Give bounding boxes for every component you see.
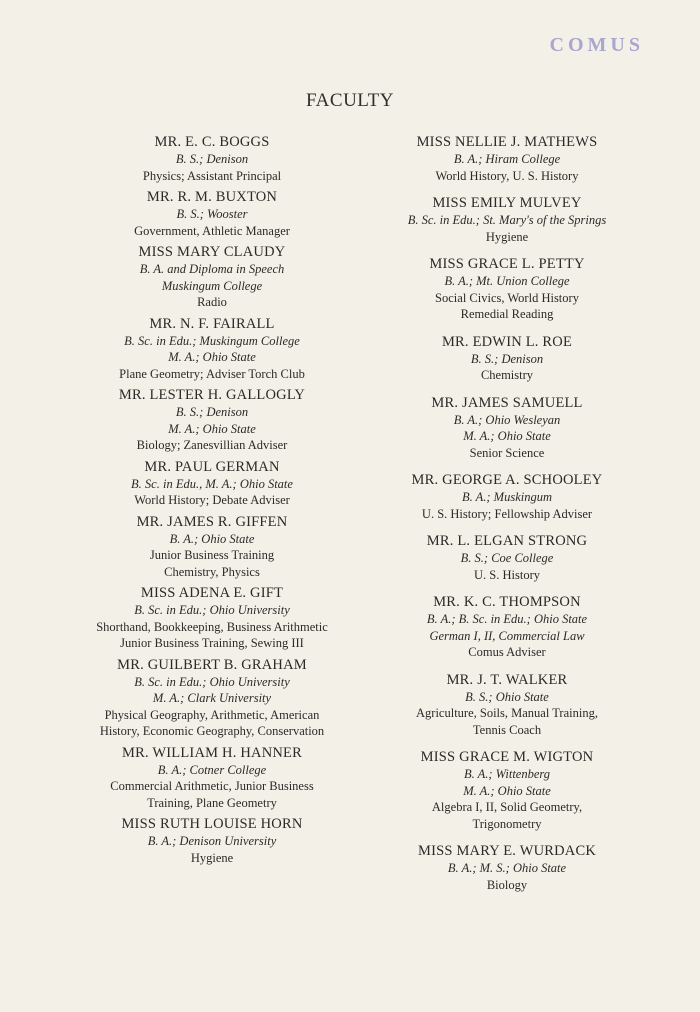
faculty-subject-line: Hygiene (190, 850, 234, 865)
faculty-degree-line: B. A.; Wittenberg (463, 767, 551, 781)
faculty-name: MR. K. C. THOMPSON (433, 594, 581, 610)
faculty-name: MR. L. ELGAN STRONG (426, 533, 588, 549)
faculty-entry (48, 133, 376, 184)
faculty-degree-line: B. S.; Denison (175, 405, 249, 419)
faculty-subject-line: Government, Athletic Manager (134, 223, 290, 238)
faculty-subject-line: World History, U. S. History (435, 168, 579, 183)
faculty-entry (365, 842, 649, 893)
faculty-entry (48, 584, 376, 652)
faculty-degree-line: B. S.; Denison (470, 351, 544, 366)
faculty-entry (365, 532, 649, 583)
faculty-name: MR. R. M. BUXTON (146, 189, 278, 205)
faculty-subject-line: Shorthand, Bookkeeping, Business Arithmetic (96, 619, 328, 634)
faculty-entry (365, 671, 649, 739)
faculty-subject-line: Chemistry (480, 368, 534, 382)
faculty-name: MISS MARY CLAUDY (138, 244, 286, 260)
faculty-subject-line: Training, Plane Geometry (147, 795, 277, 810)
faculty-column-right (365, 133, 649, 903)
faculty-name: MISS GRACE M. WIGTON (420, 749, 594, 765)
faculty-name: MR. LESTER H. GALLOGLY (118, 387, 306, 403)
faculty-degree-line: B. Sc. in Edu.; Ohio University (134, 674, 290, 689)
faculty-name: MR. WILLIAM H. HANNER (122, 744, 302, 761)
faculty-degree-line: M. A.; Ohio State (168, 421, 256, 436)
faculty-entry (48, 386, 376, 454)
page-title: FACULTY (306, 90, 394, 111)
faculty-subject-line: History, Economic Geography, Conservation (99, 724, 325, 738)
faculty-entry (48, 458, 376, 509)
faculty-subject-line: Biology; Zanesvillian Adviser (136, 438, 288, 452)
faculty-entry (365, 333, 649, 384)
faculty-entry (365, 255, 649, 323)
faculty-subject-line: Remedial Reading (460, 307, 554, 321)
faculty-entry (48, 315, 376, 383)
running-head: COMUS (549, 34, 644, 56)
faculty-subject-line: World History; Debate Adviser (134, 493, 290, 507)
faculty-subject-line: Comus Adviser (468, 645, 546, 659)
faculty-degree-line: B. A.; Ohio Wesleyan (453, 412, 561, 427)
faculty-subject-line: Tennis Coach (472, 722, 542, 737)
faculty-name: MISS EMILY MULVEY (432, 195, 582, 211)
faculty-degree-line: B. A.; Ohio State (169, 531, 255, 546)
faculty-degree-line: M. A.; Ohio State (463, 783, 551, 798)
faculty-name: MISS NELLIE J. MATHEWS (416, 134, 598, 150)
faculty-degree-line: B. S.; Ohio State (465, 689, 549, 704)
faculty-subject-line: Biology (486, 877, 528, 892)
faculty-subject-line: Physical Geography, Arithmetic, American (104, 707, 320, 722)
faculty-subject-line: Physics; Assistant Principal (142, 168, 282, 183)
faculty-name: MISS ADENA E. GIFT (140, 585, 284, 601)
faculty-name: MR. N. F. FAIRALL (149, 315, 275, 332)
faculty-subject-line: Agriculture, Soils, Manual Training, (416, 706, 598, 720)
faculty-degree-line: B. A.; Mt. Union College (444, 274, 570, 288)
faculty-entry (365, 194, 649, 245)
faculty-degree-line: M. A.; Ohio State (168, 350, 256, 364)
faculty-degree-line: German I, II, Commercial Law (429, 628, 585, 643)
faculty-subject-line: Junior Business Training, Sewing III (120, 636, 304, 650)
faculty-entry (365, 593, 649, 661)
faculty-name: MR. E. C. BOGGS (154, 134, 270, 150)
faculty-subject-line: Hygiene (485, 229, 529, 244)
faculty-name: MR. JAMES SAMUELL (431, 394, 583, 411)
faculty-degree-line: B. A. and Diploma in Speech (139, 262, 285, 276)
faculty-degree-line: B. S.; Denison (175, 152, 249, 166)
faculty-degree-line: M. A.; Clark University (152, 691, 272, 705)
faculty-degree-line: B. A.; Denison University (147, 834, 277, 848)
faculty-entry (365, 133, 649, 184)
faculty-entry (48, 656, 376, 740)
faculty-name: MISS GRACE L. PETTY (429, 256, 585, 272)
faculty-degree-line: B. Sc. in Edu.; Muskingum College (124, 333, 300, 348)
faculty-subject-line: Commercial Arithmetic, Junior Business (110, 779, 314, 793)
faculty-name: MR. PAUL GERMAN (144, 458, 280, 475)
faculty-degree-line: B. A.; Muskingum (461, 490, 553, 504)
faculty-entry (48, 188, 376, 239)
faculty-degree-line: B. A.; B. Sc. in Edu.; Ohio State (426, 612, 588, 626)
faculty-subject-line: Trigonometry (472, 816, 542, 831)
faculty-name: MR. GUILBERT B. GRAHAM (117, 656, 307, 673)
faculty-degree-line: B. A.; Cotner College (157, 762, 267, 777)
faculty-subject-line: Senior Science (469, 445, 545, 460)
faculty-degree-line: B. Sc. in Edu.; St. Mary's of the Springs (407, 213, 607, 227)
faculty-entry (365, 748, 649, 832)
faculty-name: MR. GEORGE A. SCHOOLEY (411, 472, 603, 488)
faculty-degree-line: B. A.; Hiram College (453, 152, 561, 166)
faculty-entry (48, 815, 376, 866)
faculty-subject-line: Plane Geometry; Adviser Torch Club (119, 366, 305, 381)
faculty-entry (48, 513, 376, 581)
faculty-degree-line: M. A.; Ohio State (463, 429, 551, 443)
faculty-degree-line: B. S.; Coe College (460, 551, 554, 565)
faculty-degree-line: B. S.; Wooster (176, 207, 248, 221)
faculty-subject-line: Algebra I, II, Solid Geometry, (431, 800, 583, 814)
faculty-name: MISS MARY E. WURDACK (417, 843, 597, 859)
faculty-name: MR. JAMES R. GIFFEN (136, 513, 288, 530)
faculty-entry (365, 394, 649, 462)
faculty-subject-line: Junior Business Training (149, 548, 275, 562)
faculty-degree-line: B. A.; M. S.; Ohio State (447, 861, 567, 875)
faculty-entry (48, 744, 376, 812)
faculty-name: MISS RUTH LOUISE HORN (121, 816, 303, 832)
faculty-entry (48, 243, 376, 311)
faculty-column-left (48, 133, 376, 870)
faculty-subject-line: Chemistry, Physics (164, 564, 260, 579)
faculty-subject-line: Social Civics, World History (435, 290, 579, 305)
faculty-subject-line: Radio (197, 295, 227, 309)
faculty-degree-line: Muskingum College (161, 278, 263, 293)
faculty-entry (365, 471, 649, 522)
faculty-name: MR. J. T. WALKER (446, 671, 568, 688)
faculty-subject-line: U. S. History (474, 567, 540, 582)
faculty-degree-line: B. Sc. in Edu., M. A.; Ohio State (131, 476, 293, 491)
faculty-degree-line: B. Sc. in Edu.; Ohio University (134, 603, 290, 617)
faculty-name: MR. EDWIN L. ROE (441, 333, 573, 350)
faculty-subject-line: U. S. History; Fellowship Adviser (421, 506, 593, 521)
